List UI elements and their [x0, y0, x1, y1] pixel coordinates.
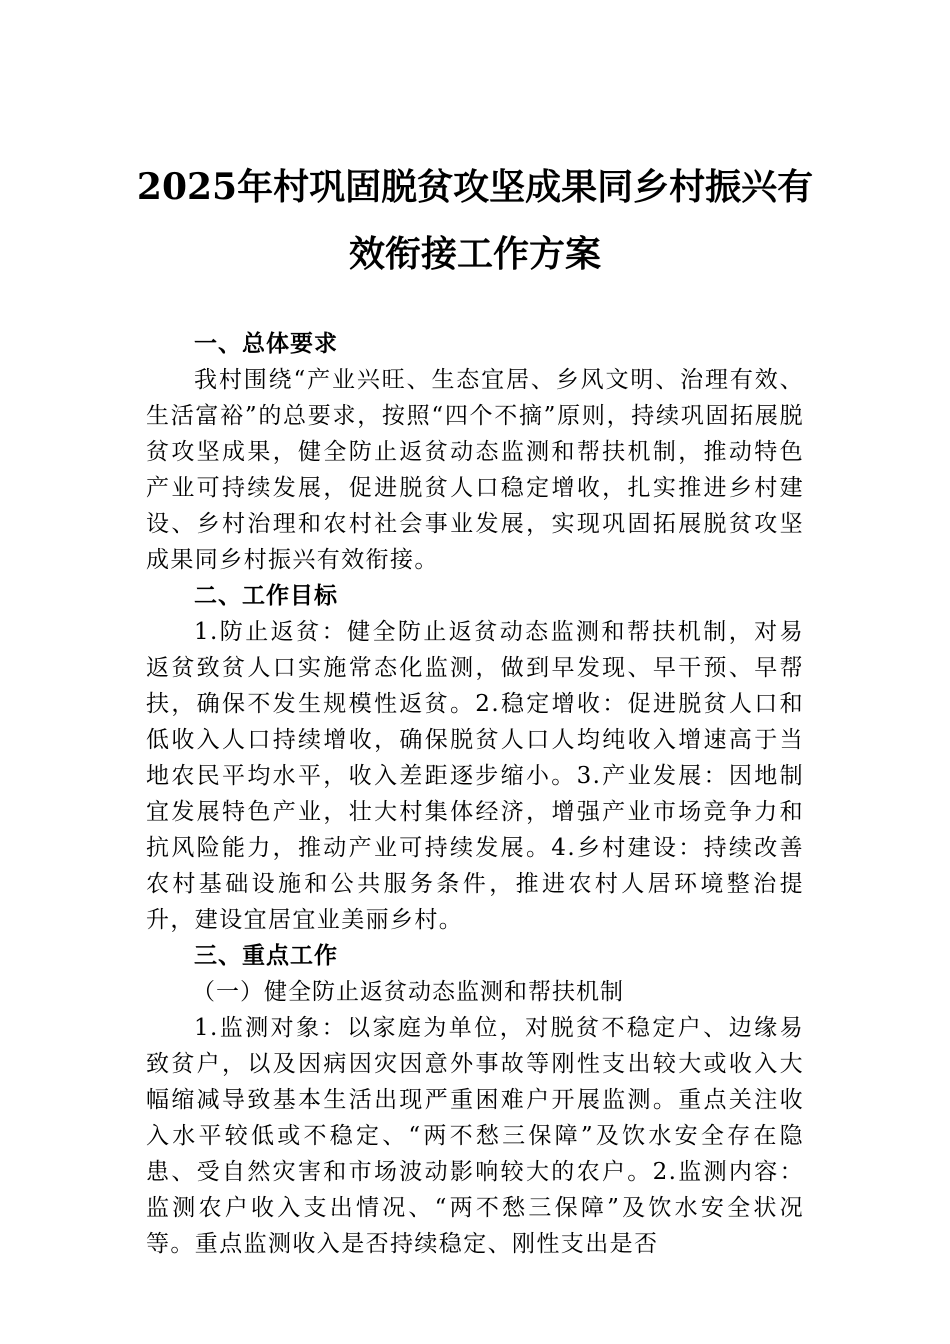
- section-heading-work-goals: 二、工作目标: [194, 583, 338, 609]
- document-title-line-2: 效衔接工作方案: [348, 233, 601, 275]
- paragraph-work-goals: 1.防止返贫：健全防止返贫动态监测和帮扶机制，对易返贫致贫人口实施常态化监测，做到早发现、早干预、早帮扶，确保不发生规模性返贫。2.稳定增收：促进脱贫人口和低收入人口持续增收，确保脱贫人口人均纯收入增速高于当地农民平均水平，收入差距逐步缩小。3.产业发展：因地制宜发展特色产业，壮大村集体经济，增强产业市场竞争力和抗风险能力，推动产业可持续发展。4.乡村建设：持续改善农村基础设施和公共服务条件，推进农村人居环境整治提升，建设宜居宜业美丽乡村。: [146, 619, 804, 933]
- subsection-heading-monitoring-mechanism: （一）健全防止返贫动态监测和帮扶机制: [192, 979, 624, 1005]
- document-body: [146, 326, 804, 1262]
- paragraph-monitoring-mechanism: 1.监测对象：以家庭为单位，对脱贫不稳定户、边缘易致贫户，以及因病因灾因意外事故等刚性支出较大或收入大幅缩减导致基本生活出现严重困难户开展监测。重点关注收入水平较低或不稳定、“两不愁三保障”及饮水安全存在隐患、受自然灾害和市场波动影响较大的农户。2.监测内容：监测农户收入支出情况、“两不愁三保障”及饮水安全状况等。重点监测收入是否持续稳定、刚性支出是否: [146, 1015, 804, 1257]
- paragraph-overall-requirements: 我村围绕“产业兴旺、生态宜居、乡风文明、治理有效、生活富裕”的总要求，按照“四个不摘”原则，持续巩固拓展脱贫攻坚成果，健全防止返贫动态监测和帮扶机制，推动特色产业可持续发展，促进脱贫人口稳定增收，扎实推进乡村建设、乡村治理和农村社会事业发展，实现巩固拓展脱贫攻坚成果同乡村振兴有效衔接。: [146, 367, 804, 573]
- section-heading-overall-requirements: 一、总体要求: [194, 331, 338, 357]
- document-title-line-1: 2025年村巩固脱贫攻坚成果同乡村振兴有: [136, 166, 814, 208]
- section-heading-key-tasks: 三、重点工作: [194, 943, 338, 969]
